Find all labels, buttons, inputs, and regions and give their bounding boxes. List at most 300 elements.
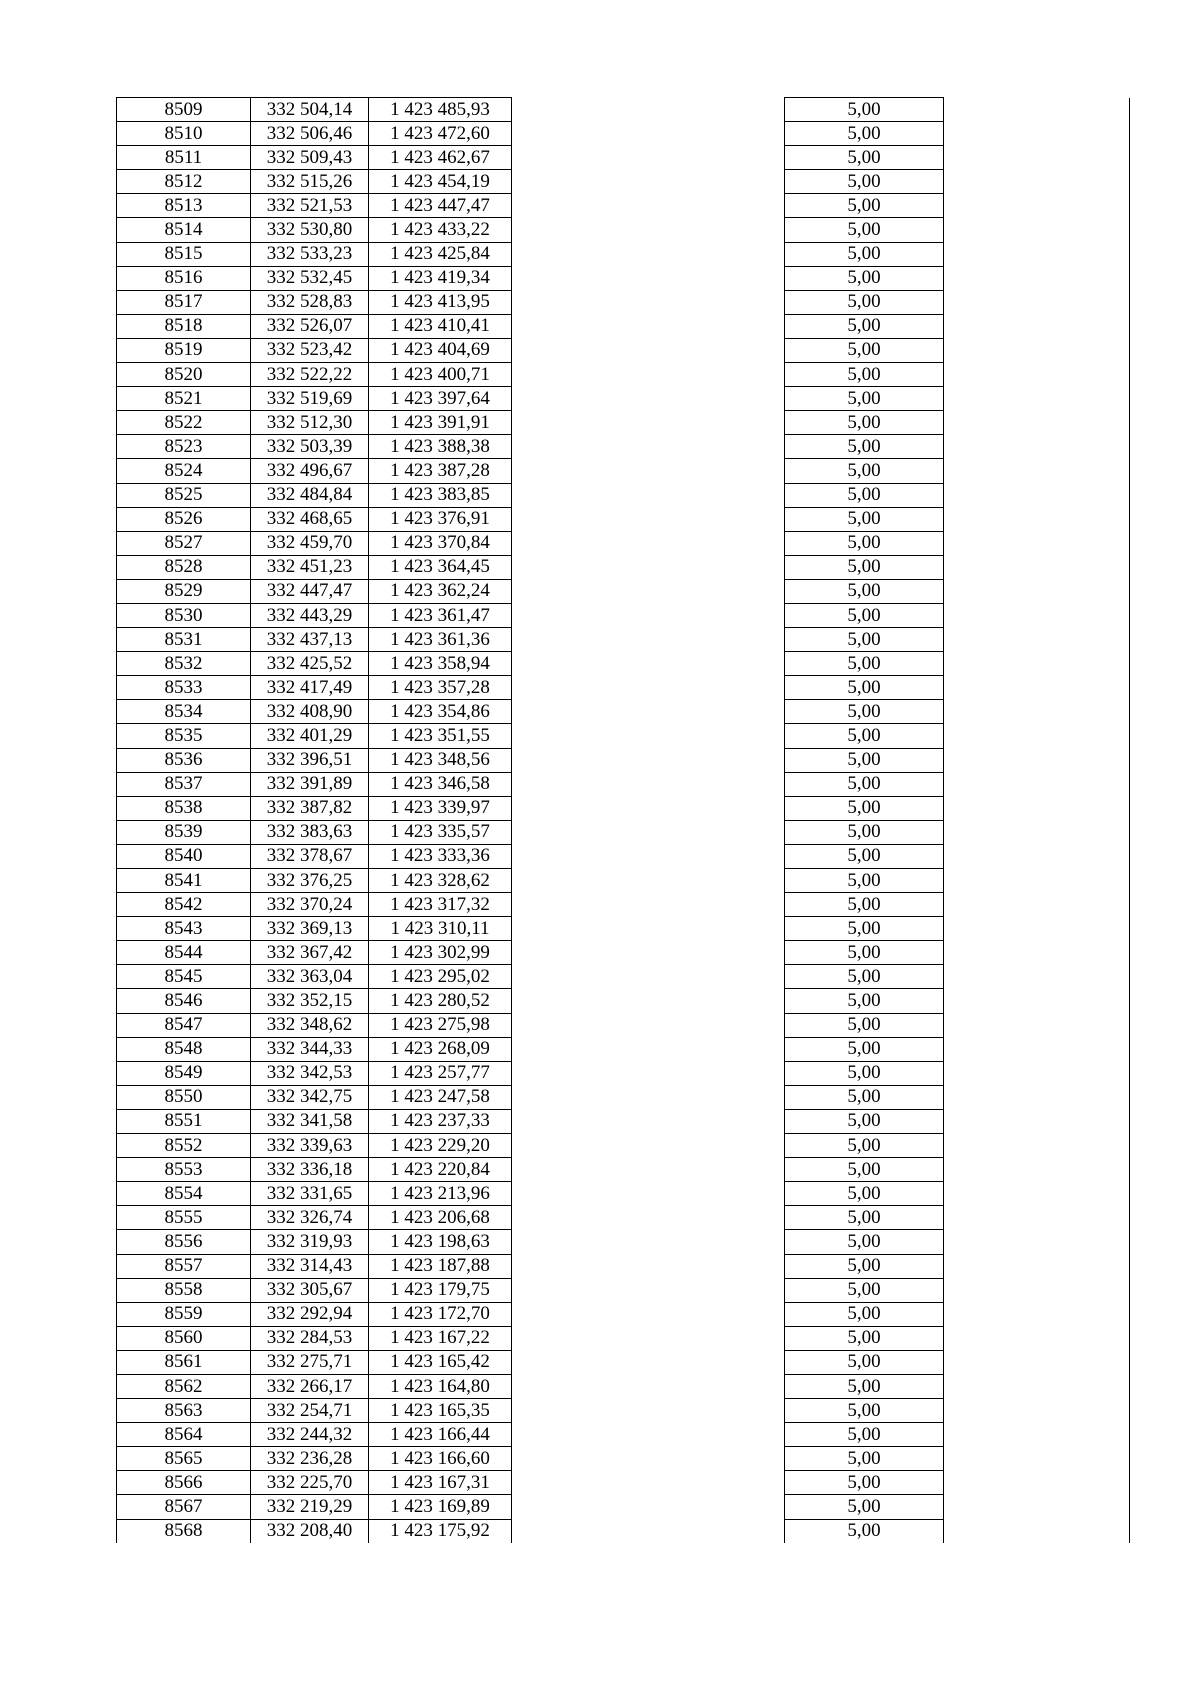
empty-cell xyxy=(512,772,785,796)
empty-cell xyxy=(512,411,785,435)
x-coordinate-cell: 332 503,39 xyxy=(251,435,369,459)
value-cell: 5,00 xyxy=(785,652,944,676)
y-coordinate-cell: 1 423 361,36 xyxy=(369,628,512,652)
value-cell: 5,00 xyxy=(785,531,944,555)
empty-cell xyxy=(512,989,785,1013)
point-number-cell: 8559 xyxy=(117,1302,251,1326)
x-coordinate-cell: 332 254,71 xyxy=(251,1399,369,1423)
point-number-cell: 8547 xyxy=(117,1013,251,1037)
y-coordinate-cell: 1 423 172,70 xyxy=(369,1302,512,1326)
table-row xyxy=(117,194,1130,218)
y-coordinate-cell: 1 423 280,52 xyxy=(369,989,512,1013)
table-row xyxy=(117,1471,1130,1495)
y-coordinate-cell: 1 423 335,57 xyxy=(369,820,512,844)
x-coordinate-cell: 332 468,65 xyxy=(251,507,369,531)
x-coordinate-cell: 332 391,89 xyxy=(251,772,369,796)
empty-cell xyxy=(512,676,785,700)
point-number-cell: 8524 xyxy=(117,459,251,483)
table-row xyxy=(117,98,1130,122)
value-cell: 5,00 xyxy=(785,1085,944,1109)
empty-cell xyxy=(512,603,785,627)
value-cell: 5,00 xyxy=(785,170,944,194)
point-number-cell: 8545 xyxy=(117,965,251,989)
empty-cell xyxy=(944,1085,1130,1109)
y-coordinate-cell: 1 423 485,93 xyxy=(369,98,512,122)
x-coordinate-cell: 332 509,43 xyxy=(251,146,369,170)
empty-cell xyxy=(512,290,785,314)
empty-cell xyxy=(944,1302,1130,1326)
point-number-cell: 8548 xyxy=(117,1037,251,1061)
y-coordinate-cell: 1 423 358,94 xyxy=(369,652,512,676)
x-coordinate-cell: 332 447,47 xyxy=(251,579,369,603)
x-coordinate-cell: 332 437,13 xyxy=(251,628,369,652)
y-coordinate-cell: 1 423 187,88 xyxy=(369,1254,512,1278)
table-row xyxy=(117,869,1130,893)
y-coordinate-cell: 1 423 346,58 xyxy=(369,772,512,796)
x-coordinate-cell: 332 533,23 xyxy=(251,242,369,266)
y-coordinate-cell: 1 423 376,91 xyxy=(369,507,512,531)
table-row xyxy=(117,844,1130,868)
empty-cell xyxy=(512,1471,785,1495)
y-coordinate-cell: 1 423 169,89 xyxy=(369,1495,512,1519)
point-number-cell: 8517 xyxy=(117,290,251,314)
x-coordinate-cell: 332 519,69 xyxy=(251,387,369,411)
value-cell: 5,00 xyxy=(785,435,944,459)
empty-cell xyxy=(512,869,785,893)
point-number-cell: 8533 xyxy=(117,676,251,700)
value-cell: 5,00 xyxy=(785,724,944,748)
point-number-cell: 8566 xyxy=(117,1471,251,1495)
empty-cell xyxy=(944,290,1130,314)
empty-cell xyxy=(944,338,1130,362)
empty-cell xyxy=(512,652,785,676)
empty-cell xyxy=(512,1326,785,1350)
value-cell: 5,00 xyxy=(785,748,944,772)
value-cell: 5,00 xyxy=(785,1374,944,1398)
value-cell: 5,00 xyxy=(785,603,944,627)
value-cell: 5,00 xyxy=(785,1037,944,1061)
x-coordinate-cell: 332 367,42 xyxy=(251,941,369,965)
point-number-cell: 8549 xyxy=(117,1061,251,1085)
point-number-cell: 8550 xyxy=(117,1085,251,1109)
value-cell: 5,00 xyxy=(785,820,944,844)
table-row xyxy=(117,387,1130,411)
x-coordinate-cell: 332 342,53 xyxy=(251,1061,369,1085)
value-cell: 5,00 xyxy=(785,459,944,483)
empty-cell xyxy=(512,965,785,989)
empty-cell xyxy=(944,1374,1130,1398)
table-row xyxy=(117,1374,1130,1398)
point-number-cell: 8523 xyxy=(117,435,251,459)
y-coordinate-cell: 1 423 433,22 xyxy=(369,218,512,242)
point-number-cell: 8543 xyxy=(117,917,251,941)
table-row xyxy=(117,1326,1130,1350)
empty-cell xyxy=(512,1230,785,1254)
empty-cell xyxy=(512,435,785,459)
empty-cell xyxy=(512,531,785,555)
table-row xyxy=(117,483,1130,507)
point-number-cell: 8568 xyxy=(117,1519,251,1543)
table-row xyxy=(117,1109,1130,1133)
point-number-cell: 8541 xyxy=(117,869,251,893)
empty-cell xyxy=(944,459,1130,483)
point-number-cell: 8538 xyxy=(117,796,251,820)
x-coordinate-cell: 332 532,45 xyxy=(251,266,369,290)
table-row xyxy=(117,1230,1130,1254)
empty-cell xyxy=(944,146,1130,170)
empty-cell xyxy=(512,1061,785,1085)
point-number-cell: 8518 xyxy=(117,314,251,338)
x-coordinate-cell: 332 512,30 xyxy=(251,411,369,435)
x-coordinate-cell: 332 383,63 xyxy=(251,820,369,844)
y-coordinate-cell: 1 423 229,20 xyxy=(369,1134,512,1158)
empty-cell xyxy=(512,1350,785,1374)
point-number-cell: 8565 xyxy=(117,1447,251,1471)
x-coordinate-cell: 332 521,53 xyxy=(251,194,369,218)
empty-cell xyxy=(944,1495,1130,1519)
y-coordinate-cell: 1 423 302,99 xyxy=(369,941,512,965)
x-coordinate-cell: 332 342,75 xyxy=(251,1085,369,1109)
y-coordinate-cell: 1 423 472,60 xyxy=(369,122,512,146)
empty-cell xyxy=(944,218,1130,242)
empty-cell xyxy=(944,314,1130,338)
x-coordinate-cell: 332 528,83 xyxy=(251,290,369,314)
point-number-cell: 8526 xyxy=(117,507,251,531)
point-number-cell: 8525 xyxy=(117,483,251,507)
y-coordinate-cell: 1 423 354,86 xyxy=(369,700,512,724)
x-coordinate-cell: 332 515,26 xyxy=(251,170,369,194)
y-coordinate-cell: 1 423 257,77 xyxy=(369,1061,512,1085)
x-coordinate-cell: 332 314,43 xyxy=(251,1254,369,1278)
y-coordinate-cell: 1 423 198,63 xyxy=(369,1230,512,1254)
value-cell: 5,00 xyxy=(785,1519,944,1543)
table-row xyxy=(117,1495,1130,1519)
table-row xyxy=(117,314,1130,338)
empty-cell xyxy=(512,1206,785,1230)
value-cell: 5,00 xyxy=(785,1013,944,1037)
y-coordinate-cell: 1 423 220,84 xyxy=(369,1158,512,1182)
point-number-cell: 8539 xyxy=(117,820,251,844)
value-cell: 5,00 xyxy=(785,1399,944,1423)
point-number-cell: 8567 xyxy=(117,1495,251,1519)
x-coordinate-cell: 332 496,67 xyxy=(251,459,369,483)
x-coordinate-cell: 332 244,32 xyxy=(251,1423,369,1447)
value-cell: 5,00 xyxy=(785,869,944,893)
empty-cell xyxy=(512,314,785,338)
empty-cell xyxy=(512,748,785,772)
empty-cell xyxy=(512,338,785,362)
y-coordinate-cell: 1 423 447,47 xyxy=(369,194,512,218)
y-coordinate-cell: 1 423 175,92 xyxy=(369,1519,512,1543)
empty-cell xyxy=(944,1206,1130,1230)
empty-cell xyxy=(944,965,1130,989)
y-coordinate-cell: 1 423 361,47 xyxy=(369,603,512,627)
table-row xyxy=(117,941,1130,965)
table-row xyxy=(117,1302,1130,1326)
x-coordinate-cell: 332 506,46 xyxy=(251,122,369,146)
x-coordinate-cell: 332 378,67 xyxy=(251,844,369,868)
y-coordinate-cell: 1 423 400,71 xyxy=(369,363,512,387)
value-cell: 5,00 xyxy=(785,772,944,796)
x-coordinate-cell: 332 219,29 xyxy=(251,1495,369,1519)
point-number-cell: 8560 xyxy=(117,1326,251,1350)
point-number-cell: 8528 xyxy=(117,555,251,579)
y-coordinate-cell: 1 423 317,32 xyxy=(369,893,512,917)
table-row xyxy=(117,1061,1130,1085)
empty-cell xyxy=(512,1302,785,1326)
table-row xyxy=(117,1423,1130,1447)
table-row xyxy=(117,266,1130,290)
table-row xyxy=(117,338,1130,362)
empty-cell xyxy=(944,387,1130,411)
value-cell: 5,00 xyxy=(785,1206,944,1230)
y-coordinate-cell: 1 423 166,60 xyxy=(369,1447,512,1471)
point-number-cell: 8536 xyxy=(117,748,251,772)
point-number-cell: 8540 xyxy=(117,844,251,868)
point-number-cell: 8532 xyxy=(117,652,251,676)
empty-cell xyxy=(512,1278,785,1302)
coordinates-table xyxy=(116,97,1130,1543)
table-row xyxy=(117,1447,1130,1471)
table-row xyxy=(117,748,1130,772)
table-row xyxy=(117,1399,1130,1423)
table-row xyxy=(117,989,1130,1013)
value-cell: 5,00 xyxy=(785,122,944,146)
empty-cell xyxy=(944,796,1130,820)
table-row xyxy=(117,1254,1130,1278)
table-row xyxy=(117,628,1130,652)
empty-cell xyxy=(944,242,1130,266)
y-coordinate-cell: 1 423 295,02 xyxy=(369,965,512,989)
value-cell: 5,00 xyxy=(785,338,944,362)
table-row xyxy=(117,1037,1130,1061)
value-cell: 5,00 xyxy=(785,218,944,242)
y-coordinate-cell: 1 423 310,11 xyxy=(369,917,512,941)
empty-cell xyxy=(512,579,785,603)
empty-cell xyxy=(512,1374,785,1398)
x-coordinate-cell: 332 208,40 xyxy=(251,1519,369,1543)
value-cell: 5,00 xyxy=(785,893,944,917)
value-cell: 5,00 xyxy=(785,98,944,122)
empty-cell xyxy=(944,844,1130,868)
point-number-cell: 8552 xyxy=(117,1134,251,1158)
value-cell: 5,00 xyxy=(785,1423,944,1447)
empty-cell xyxy=(944,1278,1130,1302)
empty-cell xyxy=(944,170,1130,194)
point-number-cell: 8556 xyxy=(117,1230,251,1254)
empty-cell xyxy=(944,531,1130,555)
empty-cell xyxy=(944,917,1130,941)
y-coordinate-cell: 1 423 413,95 xyxy=(369,290,512,314)
empty-cell xyxy=(512,1158,785,1182)
value-cell: 5,00 xyxy=(785,965,944,989)
value-cell: 5,00 xyxy=(785,1254,944,1278)
x-coordinate-cell: 332 225,70 xyxy=(251,1471,369,1495)
table-row xyxy=(117,820,1130,844)
table-row xyxy=(117,1134,1130,1158)
empty-cell xyxy=(944,122,1130,146)
table-row xyxy=(117,579,1130,603)
empty-cell xyxy=(944,435,1130,459)
y-coordinate-cell: 1 423 179,75 xyxy=(369,1278,512,1302)
y-coordinate-cell: 1 423 397,64 xyxy=(369,387,512,411)
table-row xyxy=(117,1182,1130,1206)
point-number-cell: 8555 xyxy=(117,1206,251,1230)
y-coordinate-cell: 1 423 167,31 xyxy=(369,1471,512,1495)
empty-cell xyxy=(512,1109,785,1133)
table-row xyxy=(117,603,1130,627)
empty-cell xyxy=(944,700,1130,724)
table-row xyxy=(117,363,1130,387)
empty-cell xyxy=(944,1423,1130,1447)
empty-cell xyxy=(512,363,785,387)
table-row xyxy=(117,1085,1130,1109)
x-coordinate-cell: 332 443,29 xyxy=(251,603,369,627)
y-coordinate-cell: 1 423 339,97 xyxy=(369,796,512,820)
x-coordinate-cell: 332 305,67 xyxy=(251,1278,369,1302)
empty-cell xyxy=(944,1013,1130,1037)
empty-cell xyxy=(944,1254,1130,1278)
point-number-cell: 8521 xyxy=(117,387,251,411)
empty-cell xyxy=(944,820,1130,844)
point-number-cell: 8535 xyxy=(117,724,251,748)
value-cell: 5,00 xyxy=(785,579,944,603)
y-coordinate-cell: 1 423 370,84 xyxy=(369,531,512,555)
empty-cell xyxy=(944,893,1130,917)
point-number-cell: 8520 xyxy=(117,363,251,387)
empty-cell xyxy=(944,579,1130,603)
empty-cell xyxy=(944,724,1130,748)
x-coordinate-cell: 332 344,33 xyxy=(251,1037,369,1061)
x-coordinate-cell: 332 387,82 xyxy=(251,796,369,820)
value-cell: 5,00 xyxy=(785,1302,944,1326)
empty-cell xyxy=(944,1158,1130,1182)
y-coordinate-cell: 1 423 391,91 xyxy=(369,411,512,435)
point-number-cell: 8564 xyxy=(117,1423,251,1447)
point-number-cell: 8512 xyxy=(117,170,251,194)
value-cell: 5,00 xyxy=(785,363,944,387)
table-row xyxy=(117,893,1130,917)
empty-cell xyxy=(944,98,1130,122)
point-number-cell: 8534 xyxy=(117,700,251,724)
table-row xyxy=(117,531,1130,555)
point-number-cell: 8529 xyxy=(117,579,251,603)
table-row xyxy=(117,796,1130,820)
x-coordinate-cell: 332 266,17 xyxy=(251,1374,369,1398)
point-number-cell: 8531 xyxy=(117,628,251,652)
empty-cell xyxy=(512,266,785,290)
x-coordinate-cell: 332 425,52 xyxy=(251,652,369,676)
value-cell: 5,00 xyxy=(785,1109,944,1133)
empty-cell xyxy=(944,941,1130,965)
y-coordinate-cell: 1 423 383,85 xyxy=(369,483,512,507)
x-coordinate-cell: 332 275,71 xyxy=(251,1350,369,1374)
y-coordinate-cell: 1 423 268,09 xyxy=(369,1037,512,1061)
empty-cell xyxy=(512,483,785,507)
value-cell: 5,00 xyxy=(785,1447,944,1471)
empty-cell xyxy=(944,1061,1130,1085)
empty-cell xyxy=(944,1399,1130,1423)
x-coordinate-cell: 332 292,94 xyxy=(251,1302,369,1326)
empty-cell xyxy=(512,1519,785,1543)
empty-cell xyxy=(512,724,785,748)
value-cell: 5,00 xyxy=(785,266,944,290)
coordinates-table-body xyxy=(117,98,1130,1543)
empty-cell xyxy=(944,748,1130,772)
x-coordinate-cell: 332 376,25 xyxy=(251,869,369,893)
empty-cell xyxy=(512,387,785,411)
x-coordinate-cell: 332 459,70 xyxy=(251,531,369,555)
empty-cell xyxy=(944,1134,1130,1158)
empty-cell xyxy=(512,1182,785,1206)
point-number-cell: 8527 xyxy=(117,531,251,555)
empty-cell xyxy=(512,242,785,266)
point-number-cell: 8511 xyxy=(117,146,251,170)
x-coordinate-cell: 332 370,24 xyxy=(251,893,369,917)
value-cell: 5,00 xyxy=(785,507,944,531)
empty-cell xyxy=(944,869,1130,893)
table-row xyxy=(117,676,1130,700)
point-number-cell: 8537 xyxy=(117,772,251,796)
empty-cell xyxy=(512,1495,785,1519)
empty-cell xyxy=(944,555,1130,579)
x-coordinate-cell: 332 331,65 xyxy=(251,1182,369,1206)
empty-cell xyxy=(512,1447,785,1471)
empty-cell xyxy=(512,941,785,965)
value-cell: 5,00 xyxy=(785,194,944,218)
point-number-cell: 8513 xyxy=(117,194,251,218)
value-cell: 5,00 xyxy=(785,1471,944,1495)
empty-cell xyxy=(512,555,785,579)
value-cell: 5,00 xyxy=(785,676,944,700)
value-cell: 5,00 xyxy=(785,917,944,941)
point-number-cell: 8551 xyxy=(117,1109,251,1133)
point-number-cell: 8516 xyxy=(117,266,251,290)
x-coordinate-cell: 332 363,04 xyxy=(251,965,369,989)
empty-cell xyxy=(944,603,1130,627)
table-row xyxy=(117,1206,1130,1230)
y-coordinate-cell: 1 423 351,55 xyxy=(369,724,512,748)
table-row xyxy=(117,218,1130,242)
empty-cell xyxy=(512,1037,785,1061)
x-coordinate-cell: 332 236,28 xyxy=(251,1447,369,1471)
point-number-cell: 8519 xyxy=(117,338,251,362)
empty-cell xyxy=(512,700,785,724)
value-cell: 5,00 xyxy=(785,314,944,338)
y-coordinate-cell: 1 423 387,28 xyxy=(369,459,512,483)
x-coordinate-cell: 332 451,23 xyxy=(251,555,369,579)
value-cell: 5,00 xyxy=(785,387,944,411)
empty-cell xyxy=(512,1013,785,1037)
value-cell: 5,00 xyxy=(785,1061,944,1085)
empty-cell xyxy=(944,989,1130,1013)
table-row xyxy=(117,1013,1130,1037)
empty-cell xyxy=(512,1085,785,1109)
empty-cell xyxy=(944,411,1130,435)
empty-cell xyxy=(512,122,785,146)
empty-cell xyxy=(512,1134,785,1158)
empty-cell xyxy=(944,652,1130,676)
x-coordinate-cell: 332 522,22 xyxy=(251,363,369,387)
y-coordinate-cell: 1 423 206,68 xyxy=(369,1206,512,1230)
x-coordinate-cell: 332 530,80 xyxy=(251,218,369,242)
y-coordinate-cell: 1 423 348,56 xyxy=(369,748,512,772)
point-number-cell: 8510 xyxy=(117,122,251,146)
empty-cell xyxy=(944,194,1130,218)
value-cell: 5,00 xyxy=(785,1158,944,1182)
y-coordinate-cell: 1 423 362,24 xyxy=(369,579,512,603)
table-row xyxy=(117,700,1130,724)
